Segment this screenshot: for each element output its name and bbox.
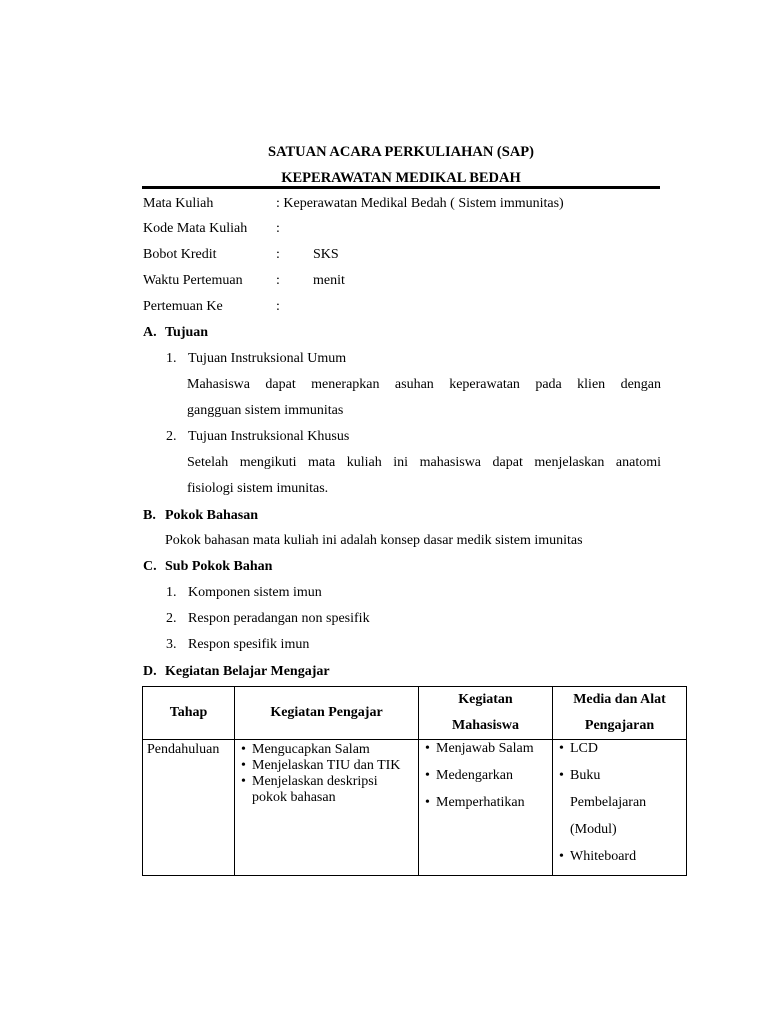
section-heading-kegiatan-belajar: [143, 664, 330, 680]
section-letter: C.: [143, 559, 157, 574]
info-label-mata-kuliah: Mata Kuliah: [143, 196, 214, 211]
section-title: Tujuan: [165, 325, 209, 340]
info-value-waktu-pertemuan: menit: [313, 273, 345, 288]
list-item: [166, 585, 322, 601]
list-item: • LCD: [557, 735, 682, 762]
kegiatan-table: [142, 686, 687, 876]
paragraph-tik-line1: Setelah mengikuti mata kuliah ini mahasiswa dapat menjelaskan anatomi: [187, 455, 661, 470]
section-title: Sub Pokok Bahan: [165, 559, 273, 574]
section-heading-tujuan: [143, 325, 208, 341]
cell-media: [553, 740, 687, 876]
paragraph-tik-line2: fisiologi sistem imunitas.: [187, 481, 329, 496]
info-value-bobot-kredit: SKS: [313, 247, 339, 262]
section-letter: B.: [143, 508, 156, 523]
paragraph-tiu-line1: Mahasiswa dapat menerapkan asuhan keperawatan pada klien dengan: [187, 377, 661, 392]
section-heading-pokok-bahasan: [143, 508, 258, 524]
section-heading-sub-pokok-bahan: [143, 559, 272, 575]
document-title: SATUAN ACARA PERKULIAHAN (SAP): [268, 144, 534, 160]
document-subtitle: KEPERAWATAN MEDIKAL BEDAH: [281, 170, 521, 186]
list-number: 3.: [166, 637, 177, 652]
list-item: [166, 637, 309, 653]
list-item: • Whiteboard: [557, 843, 682, 870]
list-item: • Memperhatikan: [423, 789, 548, 816]
list-item: • Mengucapkan Salam: [239, 742, 414, 758]
list-item: [239, 774, 402, 806]
cell-kegiatan-pengajar: [235, 740, 419, 876]
paragraph-tiu-line2: gangguan sistem immunitas: [187, 403, 344, 418]
info-label-bobot-kredit: Bobot Kredit: [143, 247, 217, 262]
list-item: • Menjawab Salam: [423, 735, 548, 762]
header-text: Media dan Alat Pengajaran: [573, 692, 666, 733]
list-number: 2.: [166, 429, 177, 444]
info-colon-bobot: :: [276, 247, 280, 262]
list-item: [557, 762, 660, 843]
column-header-media: [553, 687, 687, 740]
list-number: 1.: [166, 585, 177, 600]
section-letter: A.: [143, 325, 157, 340]
section-title: Pokok Bahasan: [165, 508, 258, 523]
header-divider: [142, 186, 660, 189]
list-item-text: Komponen sistem imun: [188, 585, 322, 600]
list-item: • Menjelaskan TIU dan TIK: [239, 758, 414, 774]
section-title: Kegiatan Belajar Mengajar: [165, 664, 330, 679]
cell-kegiatan-mahasiswa: [419, 740, 553, 876]
info-colon-kode: :: [276, 221, 280, 236]
list-item-text: Respon peradangan non spesifik: [188, 611, 370, 626]
column-header-kegiatan-mahasiswa: [419, 687, 553, 740]
info-label-kode-mata-kuliah: Kode Mata Kuliah: [143, 221, 248, 236]
list-item-title: Tujuan Instruksional Khusus: [188, 429, 350, 444]
list-item-text: Buku Pembelajaran (Modul): [570, 768, 647, 837]
list-item-title: Tujuan Instruksional Umum: [188, 351, 347, 366]
column-header-tahap: Tahap: [143, 687, 235, 740]
info-colon-waktu: :: [276, 273, 280, 288]
info-label-waktu-pertemuan: Waktu Pertemuan: [143, 273, 243, 288]
table-row: [143, 740, 687, 876]
list-item: • Medengarkan: [423, 762, 548, 789]
list-item-tik: [166, 429, 349, 445]
list-item-text: Menjelaskan deskripsi pokok bahasan: [252, 774, 378, 805]
list-number: 2.: [166, 611, 177, 626]
header-text: Kegiatan Mahasiswa: [452, 692, 519, 733]
table-header-row: [143, 687, 687, 740]
list-item-text: Respon spesifik imun: [188, 637, 310, 652]
column-header-kegiatan-pengajar: Kegiatan Pengajar: [235, 687, 419, 740]
list-number: 1.: [166, 351, 177, 366]
paragraph-pokok-bahasan: Pokok bahasan mata kuliah ini adalah konsep dasar medik sistem imunitas: [165, 533, 583, 548]
cell-tahap: Pendahuluan: [143, 740, 235, 876]
info-value-mata-kuliah: : Keperawatan Medikal Bedah ( Sistem immunitas): [276, 196, 564, 211]
info-colon-pertemuan: :: [276, 299, 280, 314]
info-label-pertemuan-ke: Pertemuan Ke: [143, 299, 223, 314]
section-letter: D.: [143, 664, 157, 679]
list-item-tiu: [166, 351, 346, 367]
list-item: [166, 611, 370, 627]
